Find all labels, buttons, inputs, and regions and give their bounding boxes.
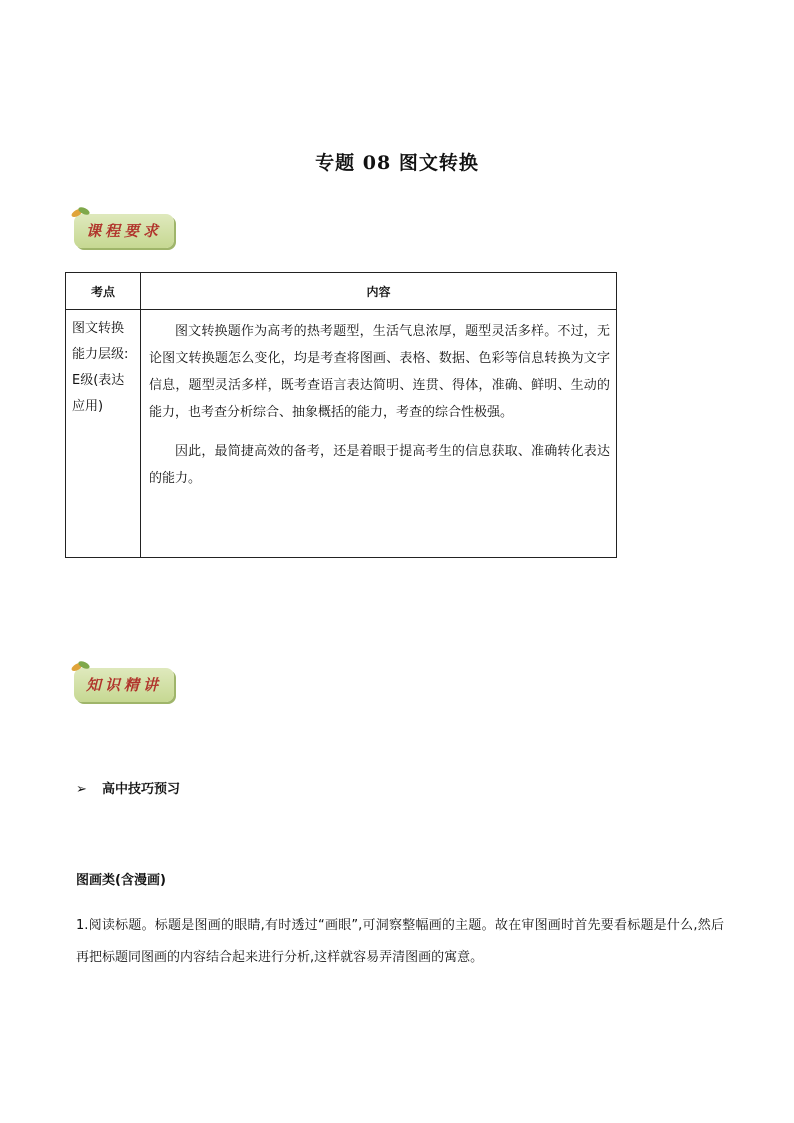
table-header-row [66,273,617,310]
requirements-table [65,272,617,558]
bullet-text: 高中技巧预习 [102,782,181,797]
course-requirements-badge [74,214,174,248]
page-title: 专题 08 图文转换 [315,152,479,174]
subheading: 图画类(含漫画) [76,873,166,888]
point-line: 应用) [72,399,104,414]
table-row [66,310,617,558]
badge-label: 知识精讲 [85,676,162,694]
arrow-icon: ➢ [76,782,87,797]
section-bullet [76,778,180,797]
badge-label: 课程要求 [85,222,162,240]
leaf-icon [70,204,92,220]
body-paragraph: 1.阅读标题。标题是图画的眼睛,有时透过“画眼”,可洞察整幅画的主题。故在审图画时首先要看标题是什么,然后再把标题同图画的内容结合起来进行分析,这样就容易弄清图画的寓意。 [76,918,724,965]
content-paragraph: 因此，最简捷高效的备考，还是着眼于提高考生的信息获取、准确转化表达的能力。 [149,444,610,486]
content-cell [141,310,617,558]
header-content: 内容 [141,273,617,310]
leaf-icon [70,658,92,674]
content-paragraph: 图文转换题作为高考的热考题型，生活气息浓厚，题型灵活多样。不过，无论图文转换题怎么变化，均是考查将图画、表格、数据、色彩等信息转换为文字信息，题型灵活多样，既考查语言表达简明、连贯、得体，准确、鲜明、生动的能力，也考查分析综合、抽象概括的能力，考查的综合性极强。 [149,324,610,420]
header-point: 考点 [66,273,141,310]
knowledge-badge [74,668,174,702]
point-line: 图文转换 [72,321,125,336]
point-line: E级(表达 [72,373,125,388]
point-line: 能力层级: [72,347,129,362]
point-cell [66,310,141,558]
